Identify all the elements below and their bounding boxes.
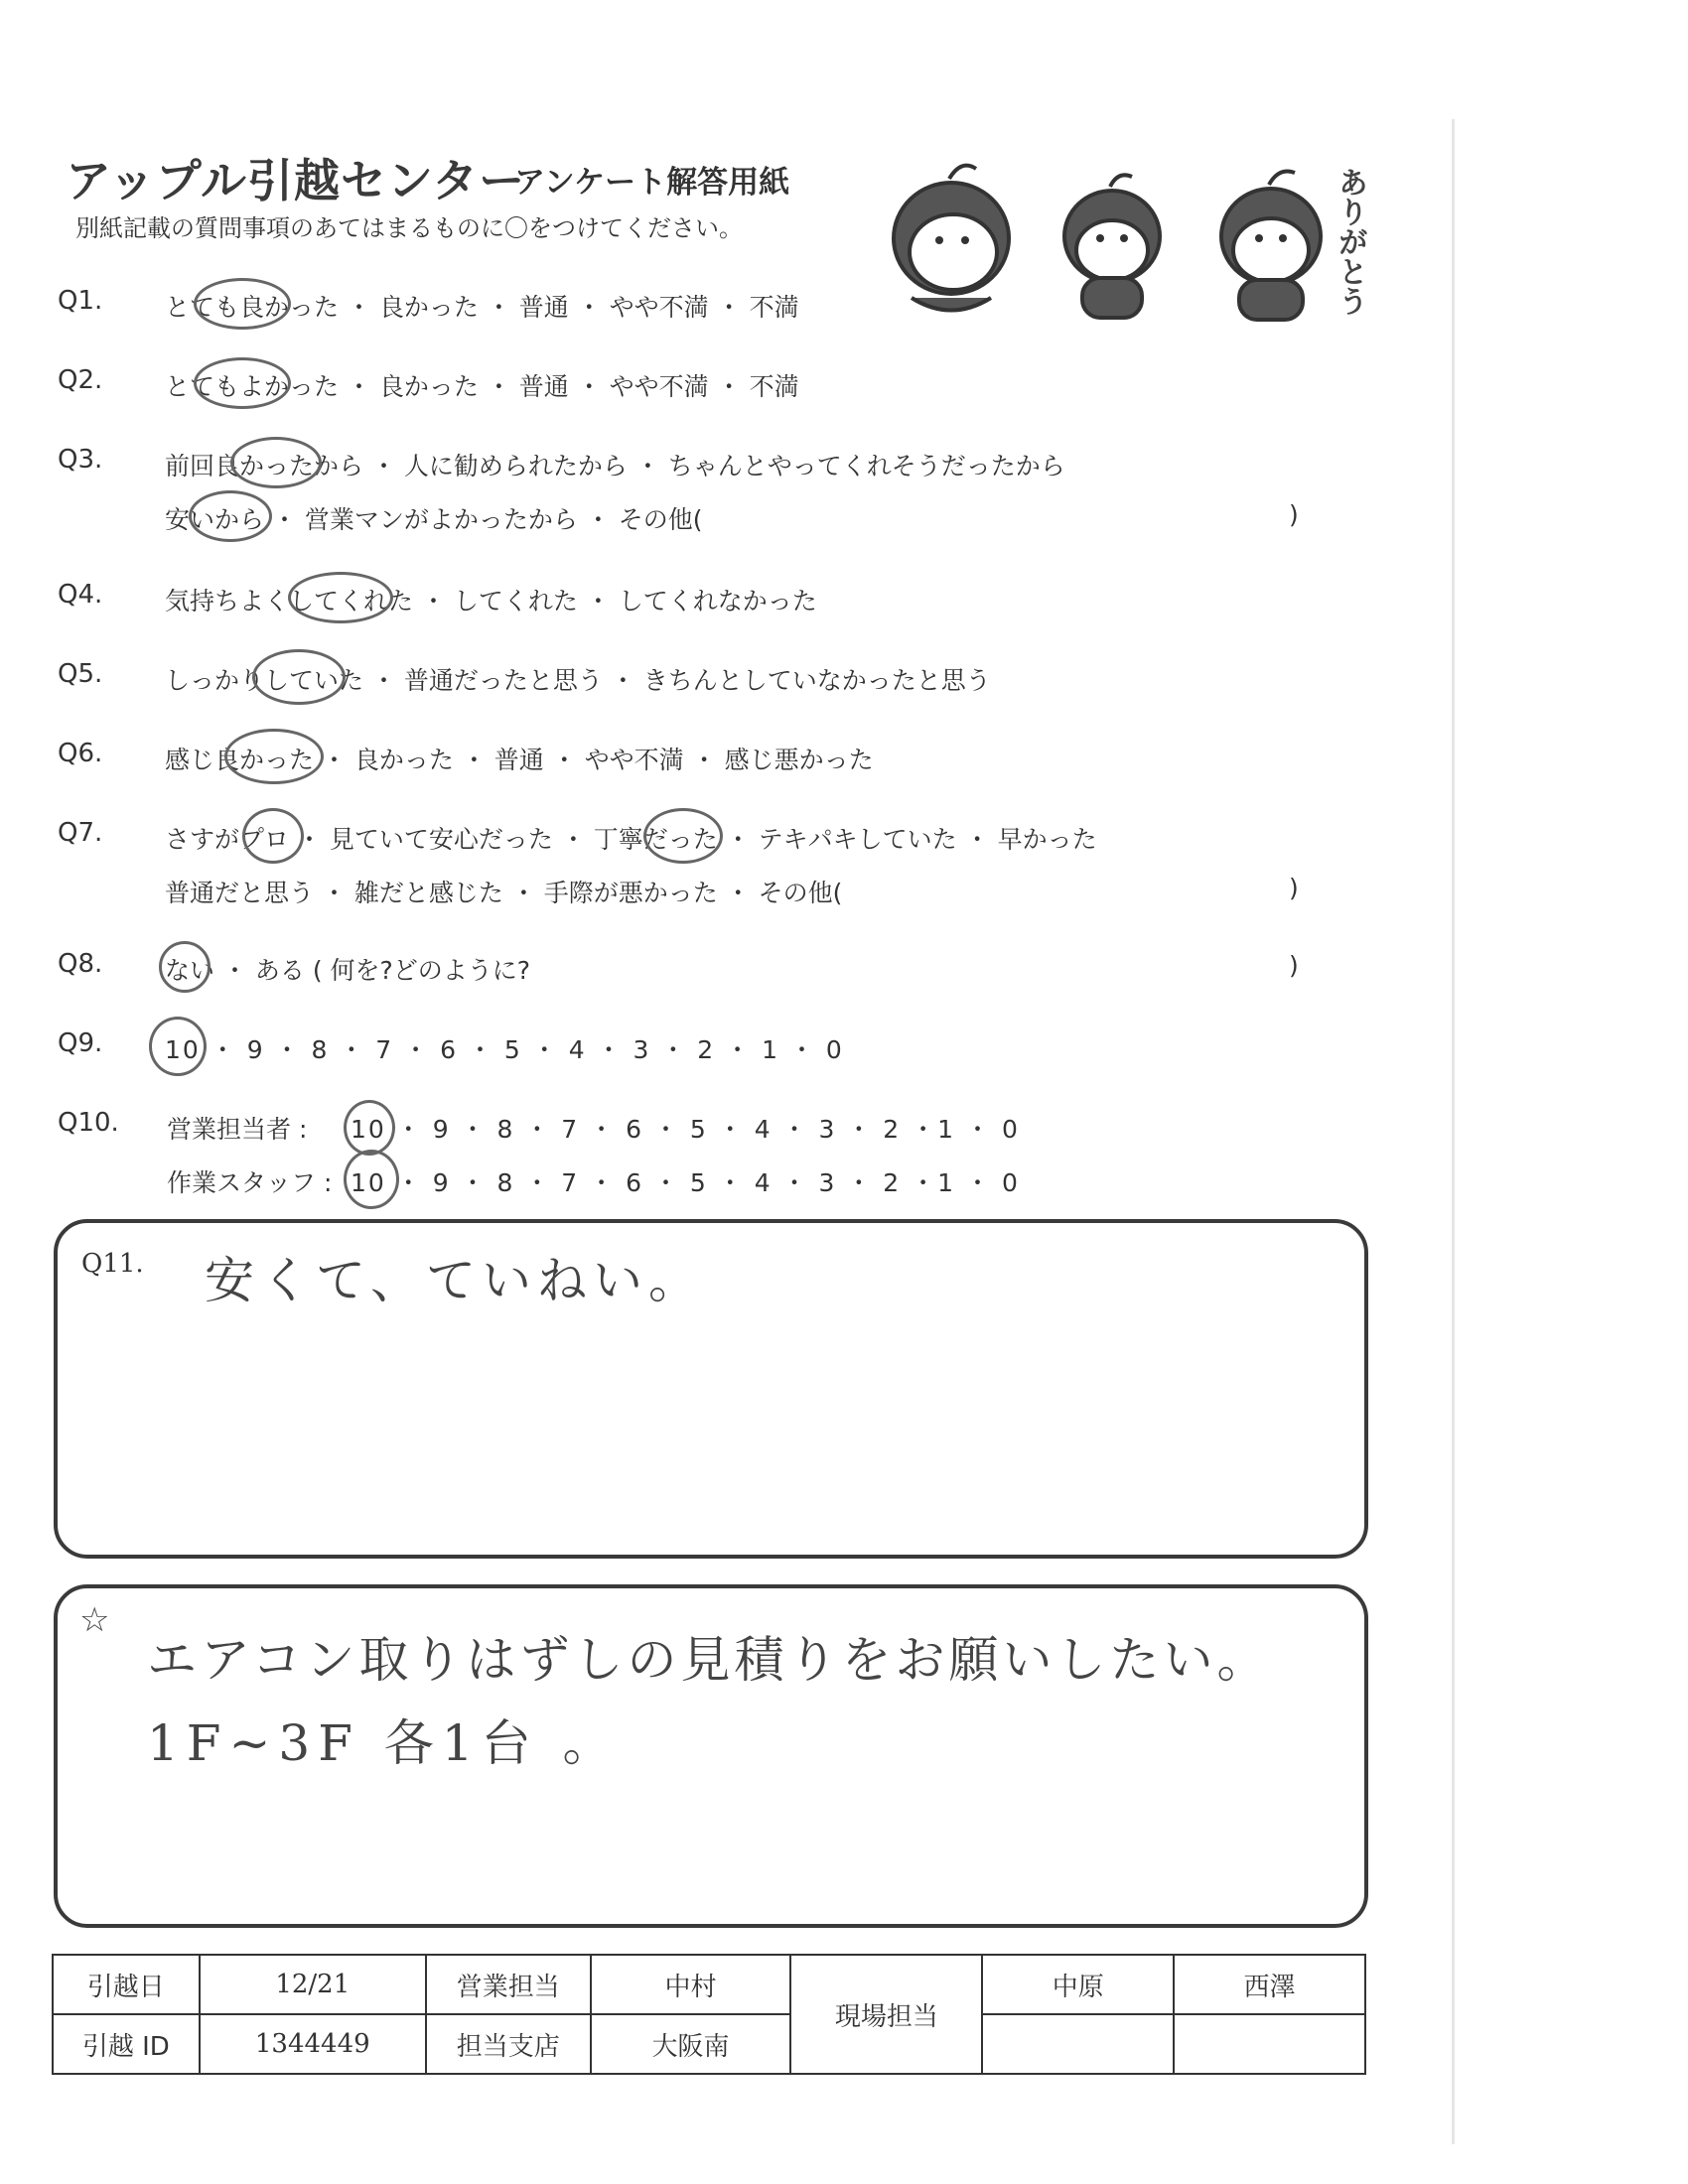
q2-label: Q2.: [58, 365, 103, 395]
q5-answer-circle: [252, 649, 346, 705]
sales-label: 営業担当: [426, 1955, 591, 2014]
q4-answer-circle: [288, 572, 393, 623]
q2-answer-circle: [194, 357, 291, 409]
site-staff-2[interactable]: 西澤: [1174, 1955, 1365, 2014]
move-date-label: 引越日: [53, 1955, 200, 2014]
sheet-edge: [1452, 119, 1455, 2144]
q11-answer[interactable]: 安くて、ていねい。: [205, 1252, 704, 1309]
q7-options-line2[interactable]: 普通だと思う ・ 雑だと感じた ・ 手際が悪かった ・ その他(: [165, 879, 843, 907]
q10-sales-scale[interactable]: 10 ・ 9 ・ 8 ・ 7 ・ 6 ・ 5 ・ 4 ・ 3 ・ 2 ・1 ・ 0: [351, 1115, 1020, 1144]
q8-answer-circle: [159, 941, 211, 993]
move-id-label: 引越 ID: [53, 2014, 200, 2074]
branch-value[interactable]: 大阪南: [591, 2014, 791, 2074]
q3-answer-circle-2: [189, 490, 272, 542]
q7-answer-circle-1: [242, 808, 304, 864]
q9-label: Q9.: [58, 1028, 103, 1058]
q6-answer-circle: [224, 729, 324, 784]
q1-options[interactable]: とても良かった ・ 良かった ・ 普通 ・ やや不満 ・ 不満: [165, 293, 799, 322]
mascot-illustration: [862, 149, 1358, 328]
q1-answer-circle: [194, 278, 291, 330]
q2-options[interactable]: とてもよかった ・ 良かった ・ 普通 ・ やや不満 ・ 不満: [165, 372, 799, 401]
comment-line-1[interactable]: エアコン取りはずしの見積りをお願いしたい。: [147, 1631, 1271, 1689]
q3-options-line2[interactable]: 安いから ・ 営業マンがよかったから ・ その他(: [165, 505, 703, 534]
move-id-value[interactable]: 1344449: [200, 2014, 426, 2074]
move-date-value[interactable]: 12/21: [200, 1955, 426, 2014]
q9-answer-circle: [149, 1017, 207, 1076]
q11-label: Q11.: [81, 1249, 144, 1279]
q3-label: Q3.: [58, 445, 103, 475]
q5-options[interactable]: しっかりしていた ・ 普通だったと思う ・ きちんとしていなかったと思う: [165, 666, 991, 695]
q10-staff-answer-circle: [344, 1150, 399, 1209]
q4-options[interactable]: 気持ちよくしてくれた ・ してくれた ・ してくれなかった: [165, 587, 817, 615]
q7-close-paren: ): [1289, 874, 1299, 902]
q3-close-paren: ): [1289, 500, 1299, 529]
move-info-table: [52, 1954, 1366, 2075]
q7-label: Q7.: [58, 818, 103, 848]
site-staff-empty-2[interactable]: [1174, 2014, 1365, 2074]
branch-label: 担当支店: [426, 2014, 591, 2074]
comment-line-2[interactable]: 1F~3F 各1台 。: [147, 1714, 621, 1772]
star-icon: ☆: [79, 1600, 110, 1640]
q3-options-line1[interactable]: 前回良かったから ・ 人に勧められたから ・ ちゃんとやってくれそうだったから: [165, 452, 1065, 480]
q6-options[interactable]: 感じ良かった ・ 良かった ・ 普通 ・ やや不満 ・ 感じ悪かった: [165, 746, 874, 774]
q4-label: Q4.: [58, 580, 103, 610]
form-subtitle: アンケート解答用紙: [514, 165, 790, 201]
site-label: 現場担当: [790, 1955, 982, 2074]
q9-scale[interactable]: 10 ・ 9 ・ 8 ・ 7 ・ 6 ・ 5 ・ 4 ・ 3 ・ 2 ・ 1 ・ 0: [165, 1035, 844, 1064]
q1-label: Q1.: [58, 286, 103, 316]
q8-options[interactable]: ない ・ ある ( 何を?どのように?: [165, 956, 531, 985]
company-title: アップル引越センター: [66, 154, 526, 207]
q7-answer-circle-2: [643, 808, 723, 864]
instruction-text: 別紙記載の質問事項のあてはまるものに〇をつけてください。: [75, 214, 743, 242]
q3-answer-circle-1: [230, 437, 322, 488]
q8-close-paren: ): [1289, 951, 1299, 980]
q10-staff-label: 作業スタッフ :: [167, 1168, 333, 1197]
sales-name[interactable]: 中村: [591, 1955, 791, 2014]
q7-options-line1[interactable]: さすがプロ ・ 見ていて安心だった ・ 丁寧だった ・ テキパキしていた ・ 早かった: [165, 825, 1097, 854]
q5-label: Q5.: [58, 659, 103, 689]
site-staff-1[interactable]: 中原: [982, 1955, 1174, 2014]
q10-sales-label: 営業担当者 :: [167, 1115, 308, 1144]
site-staff-empty-1[interactable]: [982, 2014, 1174, 2074]
q6-label: Q6.: [58, 739, 103, 768]
thanks-text: ありがとう: [1333, 167, 1367, 316]
q10-sales-answer-circle: [344, 1100, 395, 1156]
q10-staff-scale[interactable]: 10 ・ 9 ・ 8 ・ 7 ・ 6 ・ 5 ・ 4 ・ 3 ・ 2 ・1 ・ 0: [351, 1168, 1020, 1197]
q10-label: Q10.: [58, 1108, 119, 1138]
q8-label: Q8.: [58, 949, 103, 979]
